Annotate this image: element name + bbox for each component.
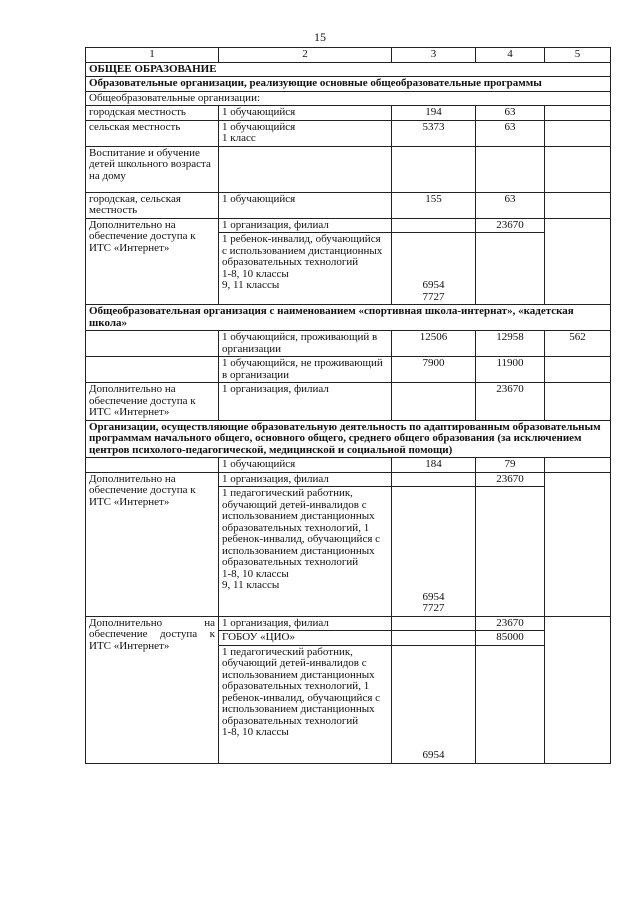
row-label: Воспитание и обучение детей школьного возраста на дому	[86, 146, 219, 192]
row-unit: 1 организация, филиал	[219, 472, 392, 487]
row-unit: 1 обучающийся, не проживающий в организации	[219, 357, 392, 383]
value-line: 6954	[422, 279, 445, 291]
value-line: 6954	[422, 749, 445, 761]
page-number: 15	[314, 30, 326, 44]
value-line: 6954	[422, 590, 445, 603]
table-row	[86, 218, 611, 233]
header-row	[86, 48, 611, 63]
unit-line: 1 обучающийся	[222, 120, 296, 133]
row-unit: 1 организация, филиал	[219, 616, 392, 631]
grade-label: 9, 11 классы	[222, 279, 280, 291]
grade-label: 9, 11 классы	[222, 579, 280, 591]
table-row	[86, 120, 611, 146]
row-unit	[219, 233, 392, 305]
section-adapted: Организации, осуществляющие образовательную деятельность по адаптированным образовательным программам начального общего, основного общего, среднего общего образования (за исключением центров психолого-педагогической, медицинской и социальной помощи)	[86, 420, 611, 458]
table-row	[86, 383, 611, 421]
row-label: Дополнительно на обеспечение доступа к ИТС «Интернет»	[86, 616, 219, 763]
value-cell: 23670	[476, 472, 545, 487]
row-unit: 1 организация, филиал	[219, 383, 392, 421]
value-cell: 5373	[392, 120, 476, 146]
value-cell	[392, 233, 476, 305]
value-cell: 63	[476, 106, 545, 121]
grade-label: 1-8, 10 классы	[222, 726, 289, 738]
table-row	[86, 331, 611, 357]
grade-label: 1-8, 10 классы	[222, 567, 289, 580]
value-line: 7727	[422, 290, 445, 303]
row-label: Дополнительно на обеспечение доступа к ИТС «Интернет»	[86, 218, 219, 305]
header-cell: 2	[219, 48, 392, 63]
value-cell: 79	[476, 458, 545, 473]
row-unit	[219, 645, 392, 763]
row-unit: 1 обучающийся	[219, 106, 392, 121]
table-row	[86, 192, 611, 218]
row-unit: ГОБОУ «ЦИО»	[219, 631, 392, 646]
row-unit	[219, 120, 392, 146]
value-cell	[392, 487, 476, 617]
row-label: городская, сельская местность	[86, 192, 219, 218]
value-line: 7727	[422, 602, 445, 614]
value-cell: 63	[476, 192, 545, 218]
header-cell: 1	[86, 48, 219, 63]
row-label: городская местность	[86, 106, 219, 121]
value-cell: 562	[545, 331, 611, 357]
table-row	[86, 472, 611, 487]
value-cell: 11900	[476, 357, 545, 383]
row-unit	[219, 487, 392, 617]
value-cell: 23670	[476, 218, 545, 233]
value-cell: 63	[476, 120, 545, 146]
table-row	[86, 616, 611, 631]
header-cell: 3	[392, 48, 476, 63]
row-label: сельская местность	[86, 120, 219, 146]
value-cell: 184	[392, 458, 476, 473]
table-row	[86, 146, 611, 192]
row-unit: 1 обучающийся	[219, 458, 392, 473]
table-row	[86, 357, 611, 383]
unit-description: 1 педагогический работник, обучающий детей-инвалидов с использованием дистанционных образовательных технологий, 1 ребенок-инвалид, обучающийся с использованием дистанционных образовательных технологий	[222, 487, 381, 568]
row-unit: 1 организация, филиал	[219, 218, 392, 233]
grade-label: 1-8, 10 классы	[222, 267, 289, 280]
unit-line: 1 класс	[222, 132, 256, 144]
section-general: ОБЩЕЕ ОБРАЗОВАНИЕ	[86, 62, 611, 77]
row-unit: 1 обучающийся	[219, 192, 392, 218]
section-sport: Общеобразовательная организация с наименованием «спортивная школа-интернат», «кадетская школа»	[86, 305, 611, 331]
row-label: Дополнительно на обеспечение доступа к ИТС «Интернет»	[86, 383, 219, 421]
value-cell: 12506	[392, 331, 476, 357]
value-cell: 194	[392, 106, 476, 121]
section-orgs-basic: Образовательные организации, реализующие основные общеобразовательные программы	[86, 77, 611, 92]
tariff-table	[85, 47, 611, 764]
header-cell: 4	[476, 48, 545, 63]
value-cell: 7900	[392, 357, 476, 383]
value-cell	[392, 645, 476, 763]
value-cell: 155	[392, 192, 476, 218]
table-row	[86, 106, 611, 121]
header-cell: 5	[545, 48, 611, 63]
value-cell: 12958	[476, 331, 545, 357]
value-cell: 23670	[476, 616, 545, 631]
unit-description: 1 ребенок-инвалид, обучающийся с использованием дистанционных образовательных технологий	[222, 233, 383, 268]
row-unit: 1 обучающийся, проживающий в организации	[219, 331, 392, 357]
value-cell: 85000	[476, 631, 545, 646]
section-general-orgs: Общеобразовательные организации:	[86, 91, 611, 106]
unit-description: 1 педагогический работник, обучающий детей-инвалидов с использованием дистанционных образовательных технологий, 1 ребенок-инвалид, обучающийся с использованием дистанционных образовательных технологий	[222, 645, 381, 727]
row-label: Дополнительно на обеспечение доступа к ИТС «Интернет»	[86, 472, 219, 616]
value-cell: 23670	[476, 383, 545, 421]
table-row	[86, 458, 611, 473]
